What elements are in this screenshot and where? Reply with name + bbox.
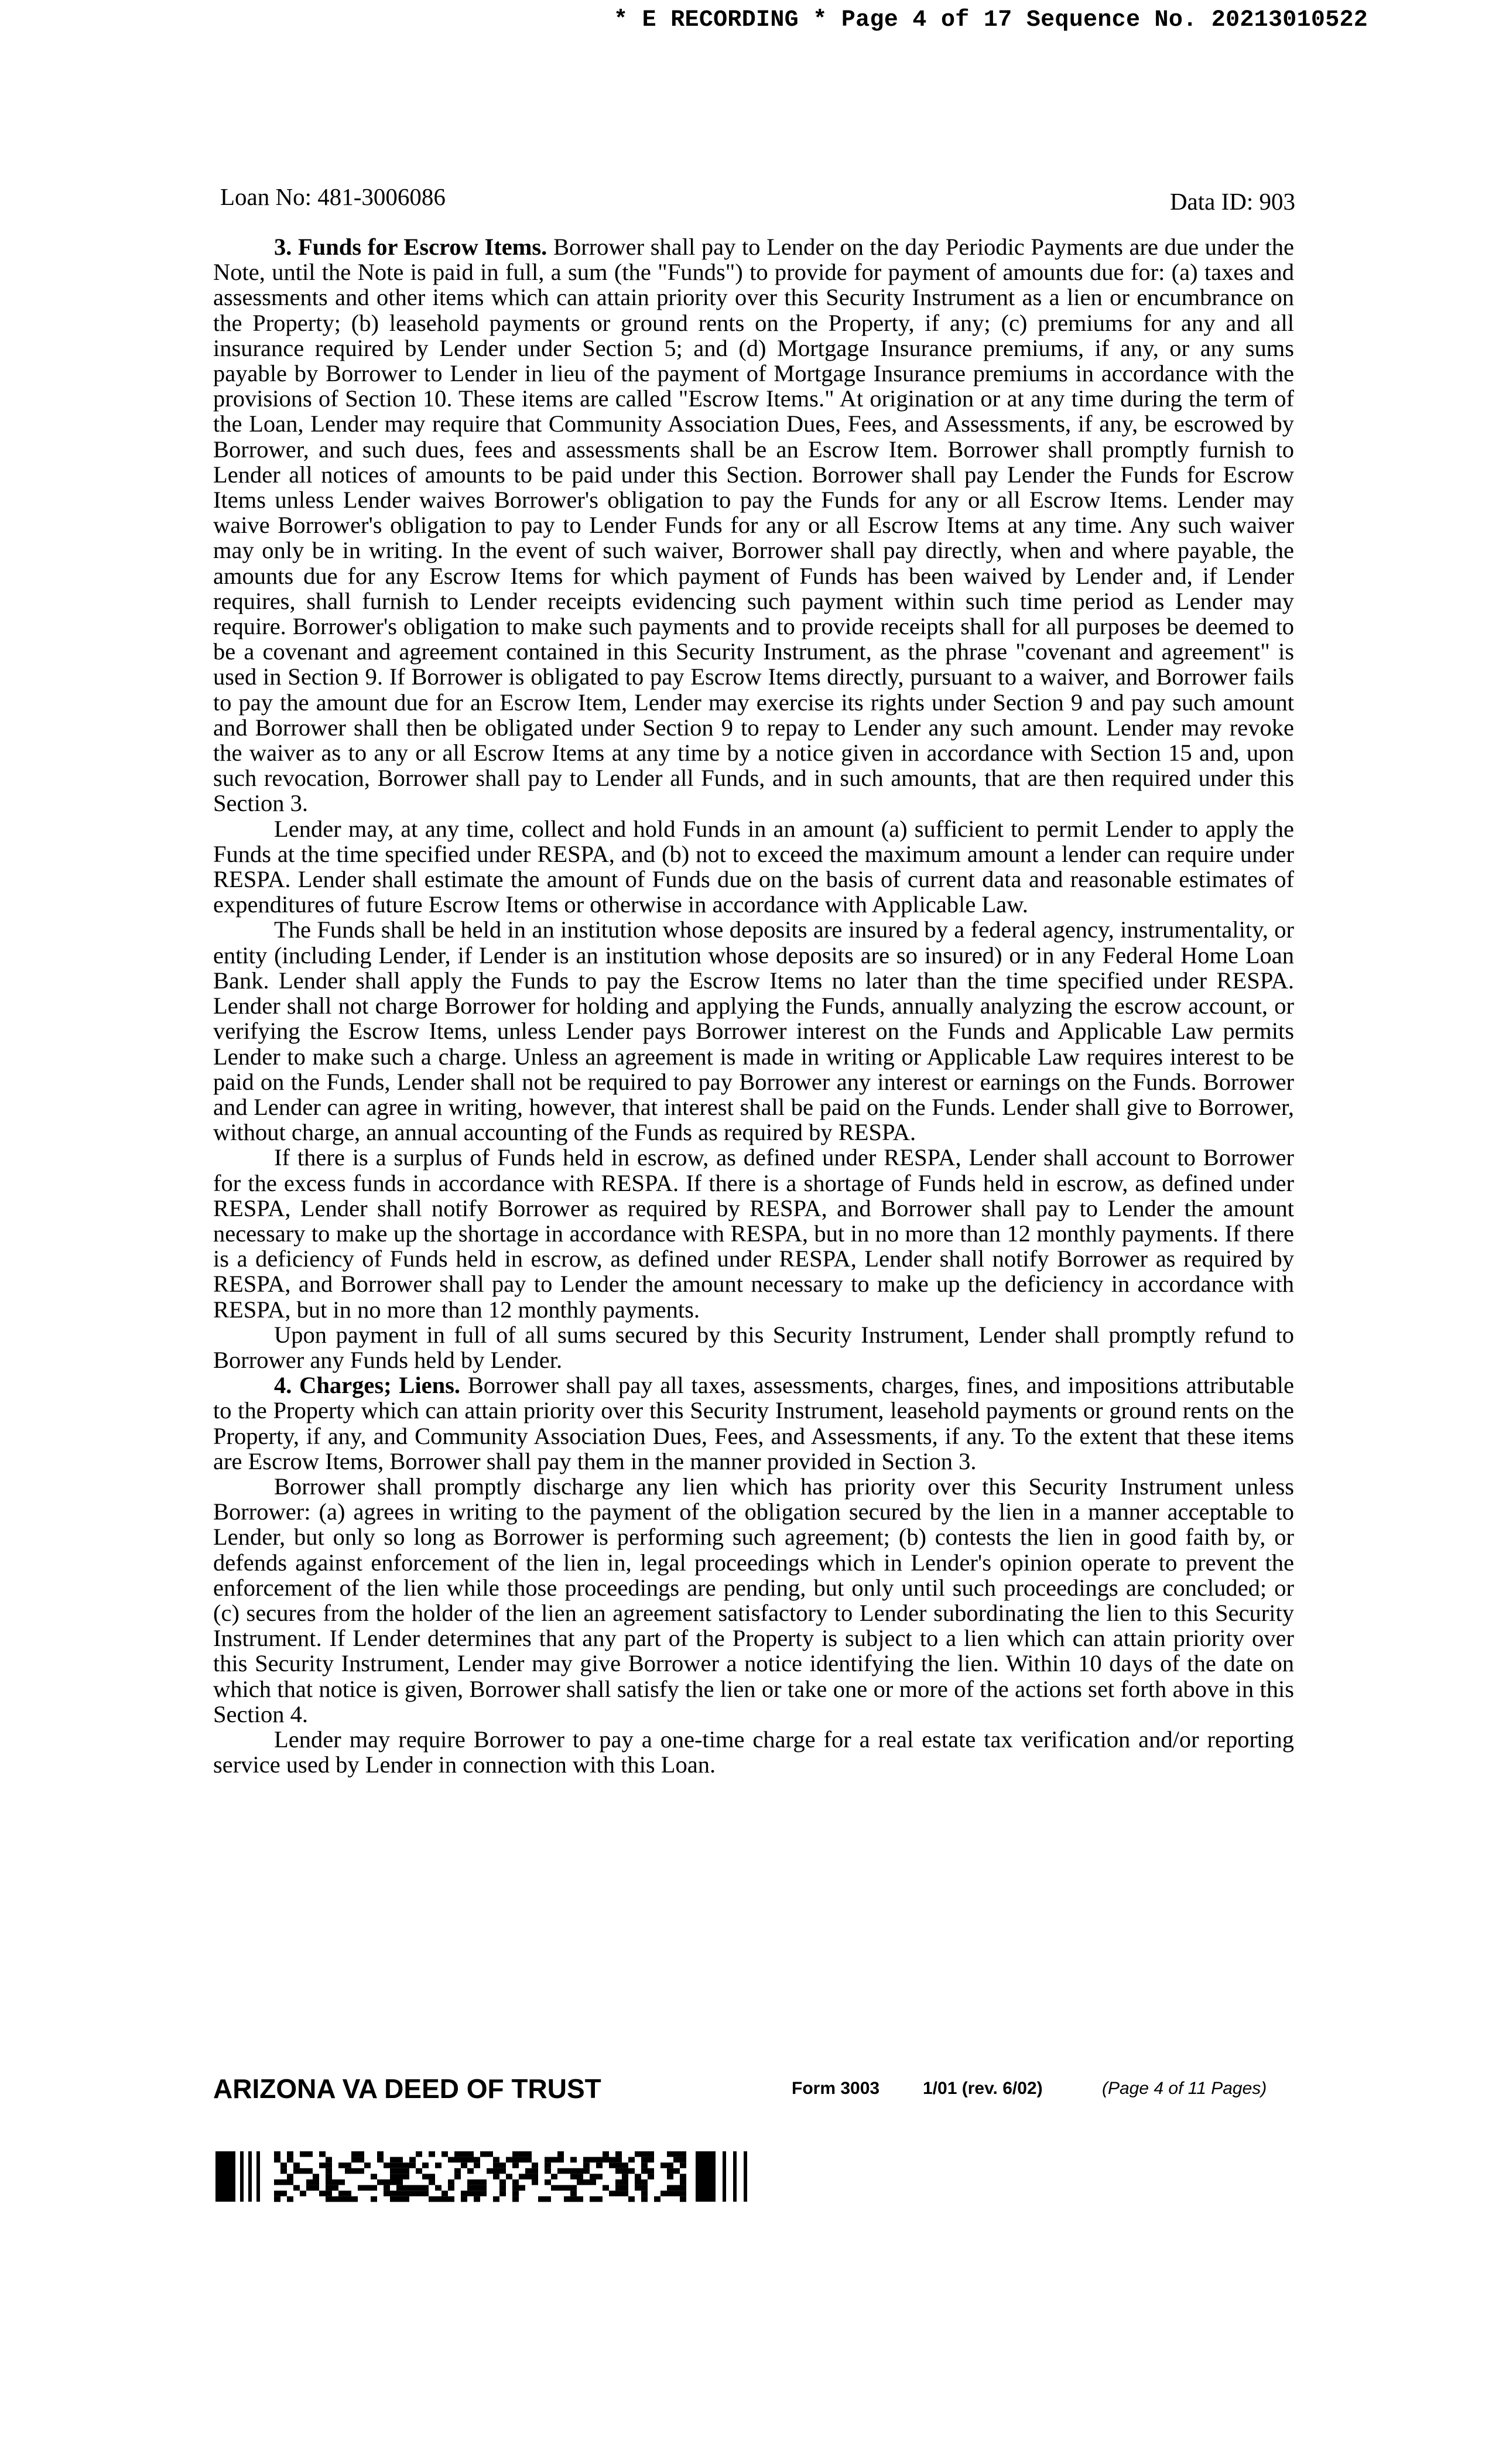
barcode-image [215, 2149, 795, 2204]
section-3-text-1: Borrower shall pay to Lender on the day Periodic Payments are due under the Note, until the Note is paid in full, a sum (the "Funds") to provide for payment of amounts due for: (a) taxes and assessments and other items which can attain priority over this Security Instrument as a lien or encumbrance on the Property; (b) leasehold payments or ground rents on the Property, if any; (c) premiums for any and all insurance required by Lender under Section 5; and (d) Mortgage Insurance premiums, if any, or any sums payable by Borrower to Lender in lieu of the payment of Mortgage Insurance premiums in accordance with the provisions of Section 10. These items are called "Escrow Items." At origination or at any time during the term of the Loan, Lender may require that Community Association Dues, Fees, and Assessments, if any, be escrowed by Borrower, and such dues, fees and assessments shall be an Escrow Item. Borrower shall promptly furnish to Lender all notices of amounts to be paid under this Section. Borrower shall pay Lender the Funds for Escrow Items unless Lender waives Borrower's obligation to pay the Funds for any or all Escrow Items. Lender may waive Borrower's obligation to pay to Lender Funds for any or all Escrow Items at any time. Any such waiver may only be in writing. In the event of such waiver, Borrower shall pay directly, when and where payable, the amounts due for any Escrow Items for which payment of Funds has been waived by Lender and, if Lender requires, shall furnish to Lender receipts evidencing such payment within such time period as Lender may require. Borrower's obligation to make such payments and to provide receipts shall for all purposes be deemed to be a covenant and agreement contained in this Security Instrument, as the phrase "covenant and agreement" is used in Section 9. If Borrower is obligated to pay Escrow Items directly, pursuant to a waiver, and Borrower fails to pay the amount due for an Escrow Item, Lender may exercise its rights under Section 9 and pay such amount and Borrower shall then be obligated under Section 9 to repay to Lender any such amount. Lender may revoke the waiver as to any or all Escrow Items at any time by a notice given in accordance with Section 15 and, upon such revocation, Borrower shall pay to Lender all Funds, and in such amounts, that are then required under this Section 3. [213, 234, 1294, 817]
recording-header: * E RECORDING * Page 4 of 17 Sequence No. 20213010522 [614, 7, 1368, 33]
form-title: ARIZONA VA DEED OF TRUST [213, 2073, 601, 2104]
page-count: (Page 4 of 11 Pages) [1102, 2079, 1267, 2098]
section-3-heading: 3. Funds for Escrow Items. [274, 234, 547, 260]
loan-number: Loan No: 481-3006086 [220, 183, 446, 210]
document-body [213, 234, 1294, 1777]
data-id: Data ID: 903 [1169, 188, 1295, 215]
page-footer [213, 2073, 1294, 2114]
form-number: Form 3003 [792, 2079, 880, 2098]
section-4-paragraph-1 [213, 1373, 1294, 1474]
section-4-heading: 4. Charges; Liens. [274, 1372, 461, 1399]
section-3-paragraph-2: Lender may, at any time, collect and hold Funds in an amount (a) sufficient to permit Lender to apply the Funds at the time specified under RESPA, and (b) not to exceed the maximum amount a lender can require under RESPA. Lender shall estimate the amount of Funds due on the basis of current data and reasonable estimates of expenditures of future Escrow Items or otherwise in accordance with Applicable Law. [213, 815, 1294, 918]
section-3-paragraph-1 [213, 234, 1294, 816]
section-3-paragraph-3: The Funds shall be held in an institution whose deposits are insured by a federal agency, instrumentality, or entity (including Lender, if Lender is an institution whose deposits are so insured) or in any Federal Home Loan Bank. Lender shall apply the Funds to pay the Escrow Items no later than the time specified under RESPA. Lender shall not charge Borrower for holding and applying the Funds, annually analyzing the escrow account, or verifying the Escrow Items, unless Lender pays Borrower interest on the Funds and Applicable Law permits Lender to make such a charge. Unless an agreement is made in writing or Applicable Law requires interest to be paid on the Funds, Lender shall not be required to pay Borrower any interest or earnings on the Funds. Borrower and Lender can agree in writing, however, that interest shall be paid on the Funds. Lender shall give to Borrower, without charge, an annual accounting of the Funds as required by RESPA. [213, 916, 1294, 1146]
section-3-paragraph-4: If there is a surplus of Funds held in escrow, as defined under RESPA, Lender shall account to Borrower for the excess funds in accordance with RESPA. If there is a shortage of Funds held in escrow, as defined under RESPA, Lender shall notify Borrower as required by RESPA, and Borrower shall pay to Lender the amount necessary to make up the shortage in accordance with RESPA, but in no more than 12 monthly payments. If there is a deficiency of Funds held in escrow, as defined under RESPA, Lender shall notify Borrower as required by RESPA, and Borrower shall pay to Lender the amount necessary to make up the deficiency in accordance with RESPA, but in no more than 12 monthly payments. [213, 1144, 1294, 1323]
section-4-paragraph-3: Lender may require Borrower to pay a one-time charge for a real estate tax verification and/or reporting service used by Lender in connection with this Loan. [213, 1726, 1294, 1778]
section-4-text-1: Borrower shall pay all taxes, assessments, charges, fines, and impositions attributable to the Property which can attain priority over this Security Instrument, leasehold payments or ground rents on the Property, if any, and Community Association Dues, Fees, and Assessments, if any. To the extent that these items are Escrow Items, Borrower shall pay them in the manner provided in Section 3. [213, 1372, 1295, 1474]
section-3-paragraph-5: Upon payment in full of all sums secured by this Security Instrument, Lender shall promptly refund to Borrower any Funds held by Lender. [213, 1321, 1294, 1373]
form-revision: 1/01 (rev. 6/02) [923, 2079, 1043, 2098]
section-4-paragraph-2: Borrower shall promptly discharge any lien which has priority over this Security Instrument unless Borrower: (a) agrees in writing to the payment of the obligation secured by the lien in a manner acceptable to Lender, but only so long as Borrower is performing such agreement; (b) contests the lien in good faith by, or defends against enforcement of the lien in, legal proceedings which in Lender's opinion operate to prevent the enforcement of the lien while those proceedings are pending, but only until such proceedings are concluded; or (c) secures from the holder of the lien an agreement satisfactory to Lender subordinating the lien to this Security Instrument. If Lender determines that any part of the Property is subject to a lien which can attain priority over this Security Instrument, Lender may give Borrower a notice identifying the lien. Within 10 days of the date on which that notice is given, Borrower shall satisfy the lien or take one or more of the actions set forth above in this Section 4. [213, 1473, 1294, 1727]
